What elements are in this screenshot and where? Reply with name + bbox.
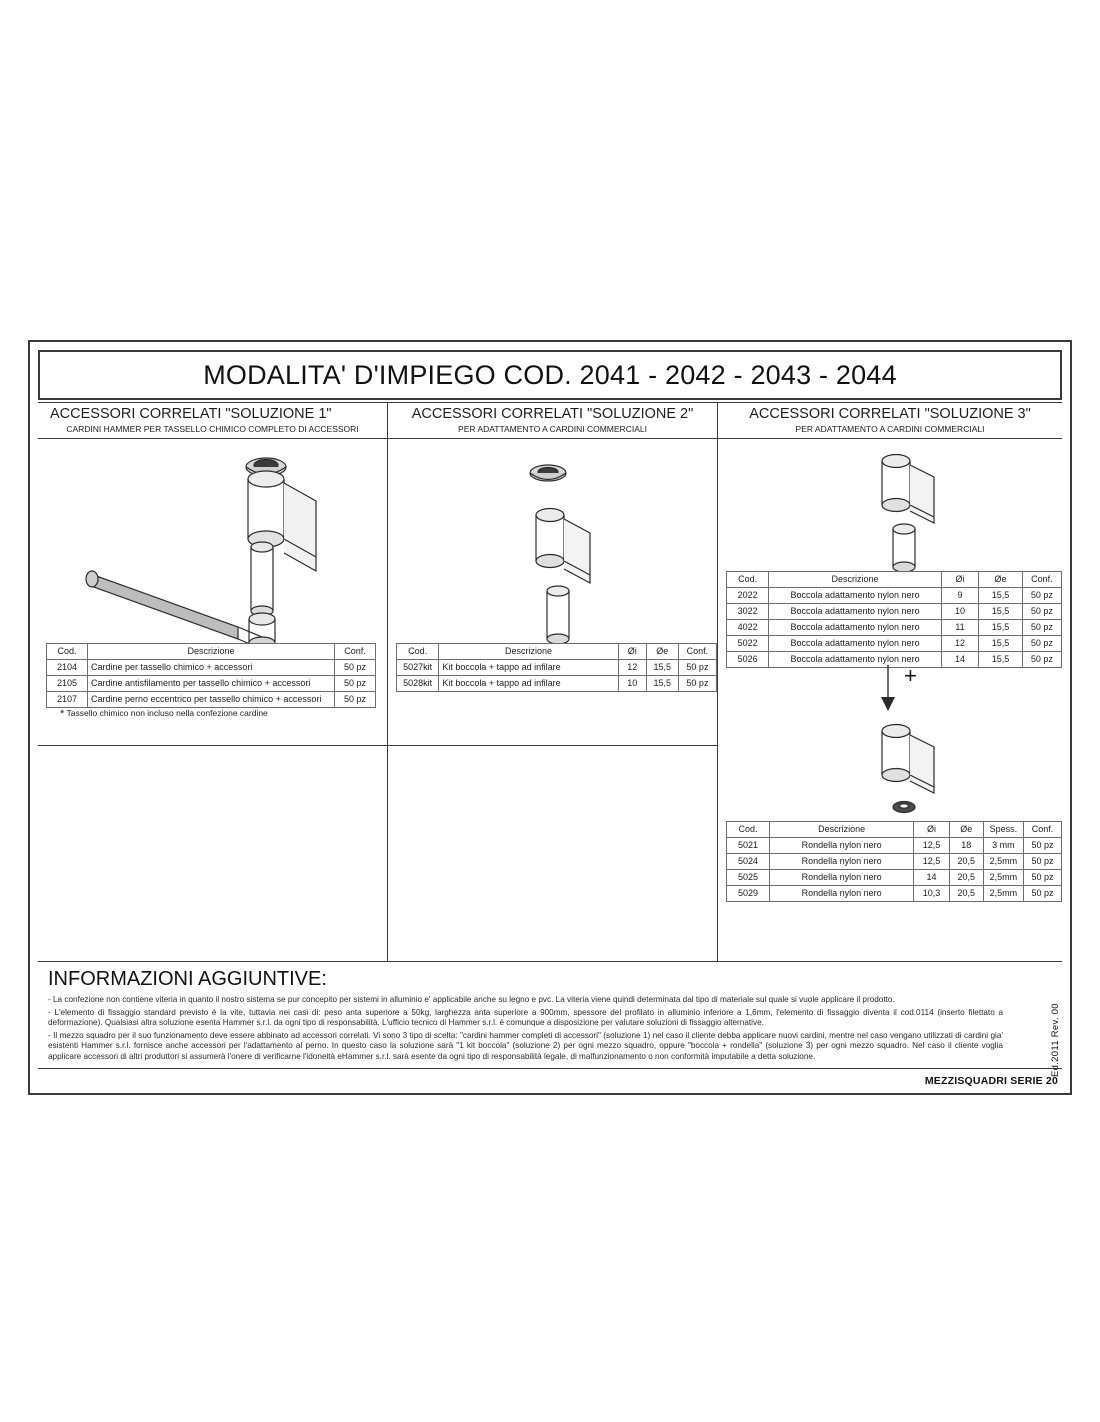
cell-cod: 5027kit: [397, 660, 439, 676]
table-soluzione-2: [396, 643, 717, 692]
footnote-tassello: [60, 708, 268, 720]
cell-conf: 50 pz: [1022, 636, 1061, 652]
cell-cod: 5029: [727, 886, 770, 902]
cell-conf: 50 pz: [1024, 886, 1062, 902]
column-2-heading: ACCESSORI CORRELATI "SOLUZIONE 2": [411, 406, 694, 422]
th-cod: Cod.: [727, 822, 770, 838]
cell-di: 14: [914, 870, 950, 886]
cell-descrizione: Boccola adattamento nylon nero: [769, 620, 942, 636]
cell-descrizione: Cardine per tassello chimico + accessori: [88, 660, 335, 676]
cell-descrizione: Rondella nylon nero: [770, 870, 914, 886]
table-row: [47, 692, 376, 708]
cell-conf: 50 pz: [1022, 588, 1061, 604]
cell-di: 10: [941, 604, 978, 620]
cell-conf: 50 pz: [335, 692, 376, 708]
th-diametro-interno: Øi: [941, 572, 978, 588]
column-1-divider: [38, 745, 387, 746]
table-row: [727, 838, 1062, 854]
column-2-subheading: PER ADATTAMENTO A CARDINI COMMERCIALI: [458, 424, 647, 434]
info-paragraph-3: - Il mezzo squadro per il suo funzionamento deve essere abbinato ad accessori correlati. Vi sono 3 tipo di scelta: "cardini hammer completi di accessori" (soluzione 1) nel caso il cliente debba applicare nuovi cardini, mentre nel caso vengano utilizzati di cardini gia' esistenti Hammer s.r.l. fornisce anche accessori per l'adattamento al perno. In questo caso la soluzione sarà "1 kit boccola" (soluzione 2) per ogni mezzo squadro, oppure "boccola + rondella" (soluzione 3) per ogni mezzo squadro. Nel caso il cliente voglia applicare accessori di altri produttori si assumerà l'onere di verificarne l'idoneità eHammer s.r.l. sarà esente da ogni tipo di responsabilità legale, di malfunzionamento o non conformità imputabile a detta soluzione.: [48, 1030, 1003, 1061]
cell-descrizione: Boccola adattamento nylon nero: [769, 588, 942, 604]
cell-cod: 2022: [727, 588, 769, 604]
cell-de: 18: [949, 838, 983, 854]
table-row: [727, 588, 1062, 604]
plus-sign: +: [904, 663, 917, 688]
cell-conf: 50 pz: [1024, 870, 1062, 886]
cell-spess: 2,5mm: [983, 886, 1023, 902]
additional-info-section: [38, 961, 1062, 1081]
table-rondelle: [726, 821, 1062, 902]
column-3-subheading: PER ADATTAMENTO A CARDINI COMMERCIALI: [795, 424, 985, 434]
cell-de: 15,5: [979, 620, 1023, 636]
cell-spess: 3 mm: [983, 838, 1023, 854]
column-soluzione-3: [718, 403, 1062, 961]
table-row: [47, 660, 376, 676]
cell-di: 10,3: [914, 886, 950, 902]
revision-label: Ed.2011 Rev. 00: [1050, 1003, 1061, 1077]
cell-de: 15,5: [979, 652, 1023, 668]
footer-divider: [38, 1068, 1062, 1069]
th-conf: Conf.: [1024, 822, 1062, 838]
th-spessore: Spess.: [983, 822, 1023, 838]
document-title-bar: [38, 350, 1062, 400]
cell-conf: 50 pz: [678, 660, 716, 676]
th-diametro-esterno: Øe: [979, 572, 1023, 588]
drawing-rondella: [728, 715, 1052, 825]
cell-conf: 50 pz: [1022, 652, 1061, 668]
cell-de: 20,5: [949, 870, 983, 886]
cell-di: 12: [618, 660, 646, 676]
cell-di: 10: [618, 676, 646, 692]
table-header-row: [397, 644, 717, 660]
cell-conf: 50 pz: [1024, 838, 1062, 854]
column-3-header: [718, 403, 1062, 439]
column-soluzione-2: [388, 403, 718, 961]
table-row: [727, 870, 1062, 886]
cell-descrizione: Cardine antisfilamento per tassello chimico + accessori: [88, 676, 335, 692]
cell-di: 11: [941, 620, 978, 636]
cell-descrizione: Rondella nylon nero: [770, 838, 914, 854]
cell-descrizione: Rondella nylon nero: [770, 886, 914, 902]
cell-cod: 5024: [727, 854, 770, 870]
cell-descrizione: Kit boccola + tappo ad infilare: [439, 660, 618, 676]
cell-cod: 2105: [47, 676, 88, 692]
cell-cod: 5025: [727, 870, 770, 886]
cell-descrizione: Boccola adattamento nylon nero: [769, 652, 942, 668]
cell-di: 12: [941, 636, 978, 652]
th-descrizione: Descrizione: [769, 572, 942, 588]
table-row: [727, 604, 1062, 620]
cell-spess: 2,5mm: [983, 870, 1023, 886]
cell-de: 15,5: [979, 636, 1023, 652]
down-arrow-icon: [868, 661, 928, 719]
table-row: [397, 676, 717, 692]
cell-conf: 50 pz: [678, 676, 716, 692]
column-1-subheading: CARDINI HAMMER PER TASSELLO CHIMICO COMPLETO DI ACCESSORI: [66, 424, 359, 434]
th-diametro-interno: Øi: [914, 822, 950, 838]
table-row: [727, 620, 1062, 636]
column-1-header: [38, 403, 387, 439]
th-descrizione: Descrizione: [770, 822, 914, 838]
cell-cod: 5022: [727, 636, 769, 652]
cell-de: 20,5: [949, 886, 983, 902]
th-conf: Conf.: [1022, 572, 1061, 588]
cell-cod: 4022: [727, 620, 769, 636]
cell-conf: 50 pz: [1024, 854, 1062, 870]
column-2-divider: [388, 745, 717, 746]
cell-descrizione: Kit boccola + tappo ad infilare: [439, 676, 618, 692]
cell-di: 12,5: [914, 854, 950, 870]
th-cod: Cod.: [47, 644, 88, 660]
info-paragraph-1: - La confezione non contiene viteria in quanto il nostro sistema se pur concepito per sistemi in alluminio e' applicabile anche su legno e pvc. La viteria viene quindi determinata dal tipo di materiale sul quale si vuole applicare il prodotto.: [48, 995, 895, 1004]
footnote-text: Tassello chimico non incluso nella confezione cardine: [66, 708, 268, 718]
th-cod: Cod.: [727, 572, 769, 588]
cell-cod: 2107: [47, 692, 88, 708]
table-row: [727, 636, 1062, 652]
page-title: MODALITA' D'IMPIEGO COD. 2041 - 2042 - 2043 - 2044: [203, 359, 897, 390]
table-soluzione-1: [46, 643, 376, 708]
table-row: [727, 854, 1062, 870]
technical-datasheet: [28, 340, 1072, 1095]
cell-cod: 3022: [727, 604, 769, 620]
table-row: [397, 660, 717, 676]
cell-spess: 2,5mm: [983, 854, 1023, 870]
column-soluzione-1: [38, 403, 388, 961]
cell-cod: 5026: [727, 652, 769, 668]
cell-de: 15,5: [979, 604, 1023, 620]
asterisk-icon: *: [60, 708, 65, 720]
cell-conf: 50 pz: [1022, 604, 1061, 620]
info-paragraph-2: - L'elemento di fissaggio standard previsto è la vite, tuttavia nei casi di: peso anta superiore a 50kg, larghezza anta superiore a 900mm, spessore del profilato in alluminio inferiore a 1,6mm, l'elemento di fissaggio diventa il cod.0114 (inserto filettato a deformazione). Qualsiasi altra soluzione esenta Hammer s.r.l. da ogni tipo di responsabilità. L'ufficio tecnico di Hammer s.r.l. è comunque a disposizione per valutare soluzioni di fissaggio alternative.: [48, 1007, 1003, 1027]
column-1-heading: ACCESSORI CORRELATI "SOLUZIONE 1": [50, 406, 332, 422]
cell-conf: 50 pz: [335, 676, 376, 692]
column-2-header: [388, 403, 717, 439]
cell-cod: 2104: [47, 660, 88, 676]
table-boccole: [726, 571, 1062, 668]
cell-descrizione: Boccola adattamento nylon nero: [769, 604, 942, 620]
th-conf: Conf.: [335, 644, 376, 660]
cell-de: 15,5: [646, 660, 678, 676]
cell-de: 15,5: [646, 676, 678, 692]
th-cod: Cod.: [397, 644, 439, 660]
cell-cod: 5021: [727, 838, 770, 854]
table-header-row: [47, 644, 376, 660]
solutions-columns: [38, 402, 1062, 961]
table-row: [727, 886, 1062, 902]
th-diametro-esterno: Øe: [646, 644, 678, 660]
cell-de: 20,5: [949, 854, 983, 870]
cell-cod: 5028kit: [397, 676, 439, 692]
table-header-row: [727, 822, 1062, 838]
th-diametro-interno: Øi: [618, 644, 646, 660]
drawing-boccola-adattamento: [728, 443, 1052, 578]
cell-conf: 50 pz: [1022, 620, 1061, 636]
cell-descrizione: Cardine perno eccentrico per tassello chimico + accessori: [88, 692, 335, 708]
footer-series-label: MEZZISQUADRI SERIE 20: [924, 1075, 1058, 1087]
column-3-heading: ACCESSORI CORRELATI "SOLUZIONE 3": [749, 406, 1031, 422]
cell-di: 9: [941, 588, 978, 604]
cell-conf: 50 pz: [335, 660, 376, 676]
th-descrizione: Descrizione: [88, 644, 335, 660]
table-row: [47, 676, 376, 692]
cell-descrizione: Rondella nylon nero: [770, 854, 914, 870]
cell-descrizione: Boccola adattamento nylon nero: [769, 636, 942, 652]
th-diametro-esterno: Øe: [949, 822, 983, 838]
table-header-row: [727, 572, 1062, 588]
cell-di: 12,5: [914, 838, 950, 854]
cell-de: 15,5: [979, 588, 1023, 604]
cell-di: 14: [941, 652, 978, 668]
th-conf: Conf.: [678, 644, 716, 660]
info-title: INFORMAZIONI AGGIUNTIVE:: [48, 968, 327, 990]
th-descrizione: Descrizione: [439, 644, 618, 660]
